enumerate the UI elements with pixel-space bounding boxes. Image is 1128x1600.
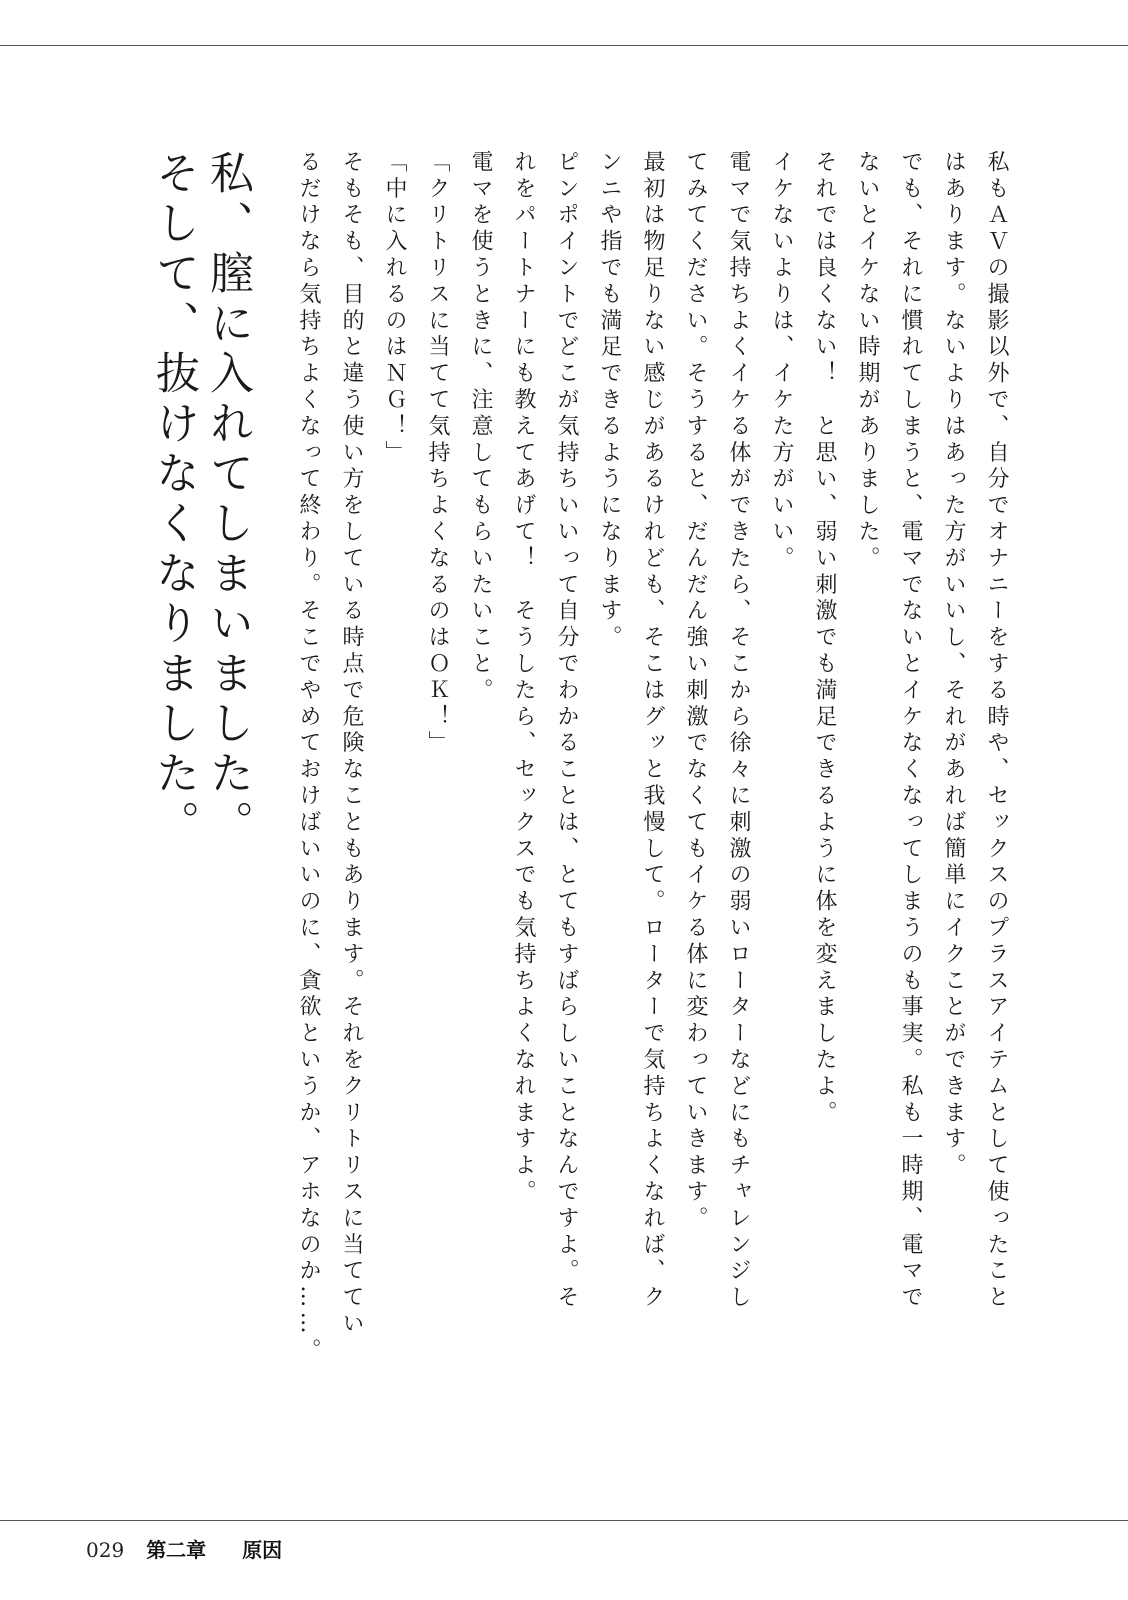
emphasis-block (149, 150, 251, 1240)
chapter-title: 第二章 (146, 1538, 207, 1562)
text-line: でも、それに慣れてしまうと、電マでないとイケなくなってしまうのも事実。私も一時期、電マで (898, 150, 923, 1312)
vertical-body-text (120, 150, 1010, 1365)
emphasis-line: 私、膣に入れてしまいました。 (202, 150, 253, 850)
text-line: 最初は物足りない感じがあるけれども、そこはグッと我慢して。ローターで気持ちよくなれば、ク (640, 150, 665, 1312)
text-line: 電マを使うときに、注意してもらいたいこと。 (468, 150, 493, 705)
page-number: 029 (86, 1538, 125, 1562)
text-line: はあります。ないよりはあった方がいいし、それがあれば簡単にイクことができます。 (941, 150, 966, 1180)
page-footer (86, 1534, 282, 1563)
text-line: イケないよりは、イケた方がいい。 (769, 150, 794, 573)
text-line: るだけなら気持ちよくなって終わり。そこでやめておけばいいのに、貪欲というか、アホなのか……。 (296, 150, 321, 1365)
text-line: 「クリトリスに当てて気持ちよくなるのはＯＫ！」 (425, 150, 450, 758)
text-line: ないとイケない時期がありました。 (855, 150, 880, 573)
text-line: 私もＡＶの撮影以外で、自分でオナニーをする時や、セックスのプラスアイテムとして使ったこと (984, 150, 1009, 1312)
text-line: ピンポイントでどこが気持ちいいって自分でわかることは、とてもすばらしいことなんですよ。そ (554, 150, 579, 1312)
section-title: 原因 (242, 1538, 283, 1562)
text-line: ンニや指でも満足できるようになります。 (597, 150, 622, 652)
bottom-rule (0, 1520, 1128, 1521)
text-line: 電マで気持ちよくイケる体ができたら、そこから徐々に刺激の弱いローターなどにもチャレンジし (726, 150, 751, 1312)
emphasis-line: そして、抜けなくなりました。 (148, 150, 199, 850)
text-line: そもそも、目的と違う使い方をしている時点で危険なこともあります。それをクリトリスに当ててい (339, 150, 364, 1338)
text-line: てみてください。そうすると、だんだん強い刺激でなくてもイケる体に変わっていきます。 (683, 150, 708, 1233)
text-line: 「中に入れるのはＮＧ！」 (382, 150, 407, 467)
text-line: それでは良くない！ と思い、弱い刺激でも満足できるように体を変えましたよ。 (812, 150, 837, 1127)
text-line: れをパートナーにも教えてあげて！ そうしたら、セックスでも気持ちよくなれますよ。 (511, 150, 536, 1206)
top-rule (0, 45, 1128, 46)
